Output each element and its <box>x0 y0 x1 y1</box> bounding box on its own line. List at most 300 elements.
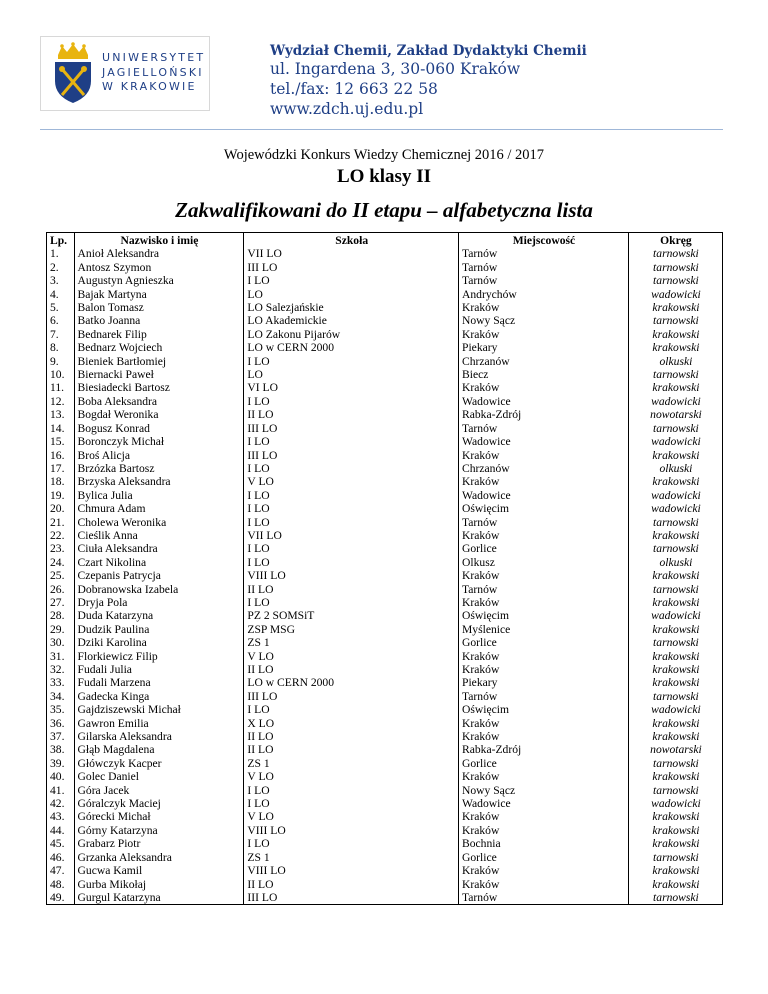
cell-lp: 37. <box>47 730 75 743</box>
cell-name: Górny Katarzyna <box>74 824 244 837</box>
cell-name: Gurba Mikołaj <box>74 878 244 891</box>
table-row <box>47 328 723 341</box>
table-row <box>47 569 723 582</box>
cell-name: Fudali Marzena <box>74 676 244 689</box>
cell-name: Gilarska Aleksandra <box>74 730 244 743</box>
cell-name: Grabarz Piotr <box>74 837 244 850</box>
header-divider <box>40 129 723 130</box>
logo-line-2: JAGIELLOŃSKI <box>102 65 204 79</box>
cell-name: Gadecka Kinga <box>74 690 244 703</box>
cell-lp: 6. <box>47 314 75 327</box>
cell-district: tarnowski <box>628 583 722 596</box>
cell-city: Kraków <box>459 864 629 877</box>
cell-district: krakowski <box>628 864 722 877</box>
address: ul. Ingardena 3, 30-060 Kraków <box>270 60 521 78</box>
cell-school: I LO <box>244 797 459 810</box>
cell-district: tarnowski <box>628 368 722 381</box>
cell-district: tarnowski <box>628 261 722 274</box>
table-row <box>47 301 723 314</box>
cell-school: ZS 1 <box>244 851 459 864</box>
contest-title: Wojewódzki Konkurs Wiedzy Chemicznej 2016 / 2017 <box>223 147 545 163</box>
cell-school: I LO <box>244 516 459 529</box>
cell-lp: 30. <box>47 636 75 649</box>
column-header-school: Szkoła <box>244 233 459 248</box>
table-row <box>47 717 723 730</box>
table-row <box>47 824 723 837</box>
cell-name: Bogusz Konrad <box>74 422 244 435</box>
cell-school: ZS 1 <box>244 757 459 770</box>
cell-name: Głąb Magdalena <box>74 743 244 756</box>
cell-name: Brzózka Bartosz <box>74 462 244 475</box>
cell-district: tarnowski <box>628 542 722 555</box>
table-row <box>47 878 723 891</box>
cell-city: Wadowice <box>459 797 629 810</box>
table-row <box>47 475 723 488</box>
cell-school: LO Akademickie <box>244 314 459 327</box>
cell-school: II LO <box>244 583 459 596</box>
cell-district: olkuski <box>628 556 722 569</box>
cell-city: Wadowice <box>459 435 629 448</box>
table-header-row <box>47 233 723 248</box>
cell-district: krakowski <box>628 837 722 850</box>
cell-name: Bednarek Filip <box>74 328 244 341</box>
logo-line-1: UNIWERSYTET <box>102 51 206 64</box>
cell-school: I LO <box>244 489 459 502</box>
cell-name: Bylica Julia <box>74 489 244 502</box>
cell-lp: 34. <box>47 690 75 703</box>
cell-city: Nowy Sącz <box>459 314 629 327</box>
table-row <box>47 757 723 770</box>
cell-city: Kraków <box>459 301 629 314</box>
table-row <box>47 314 723 327</box>
column-header-city: Miejscowość <box>459 233 629 248</box>
cell-school: LO Zakonu Pijarów <box>244 328 459 341</box>
cell-name: Górecki Michał <box>74 810 244 823</box>
cell-district: krakowski <box>628 623 722 636</box>
cell-city: Wadowice <box>459 489 629 502</box>
cell-name: Gajdziszewski Michał <box>74 703 244 716</box>
table-row <box>47 851 723 864</box>
table-row <box>47 690 723 703</box>
cell-district: krakowski <box>628 328 722 341</box>
class-title: LO klasy II <box>337 166 431 187</box>
department-name: Wydział Chemii, Zakład Dydaktyki Chemii <box>270 43 587 59</box>
table-row <box>47 502 723 515</box>
cell-school: LO w CERN 2000 <box>244 341 459 354</box>
cell-lp: 32. <box>47 663 75 676</box>
cell-name: Dobranowska Izabela <box>74 583 244 596</box>
cell-school: VII LO <box>244 247 459 260</box>
cell-lp: 14. <box>47 422 75 435</box>
cell-name: Boronczyk Michał <box>74 435 244 448</box>
table-row <box>47 489 723 502</box>
cell-school: I LO <box>244 837 459 850</box>
logo-line-3: W KRAKOWIE <box>102 80 197 93</box>
cell-city: Kraków <box>459 810 629 823</box>
cell-name: Augustyn Agnieszka <box>74 274 244 287</box>
cell-school: I LO <box>244 596 459 609</box>
qualified-students-table <box>46 232 723 905</box>
cell-name: Czart Nikolina <box>74 556 244 569</box>
cell-lp: 42. <box>47 797 75 810</box>
cell-school: I LO <box>244 274 459 287</box>
cell-school: VIII LO <box>244 824 459 837</box>
cell-school: LO w CERN 2000 <box>244 676 459 689</box>
table-row <box>47 247 723 260</box>
cell-city: Gorlice <box>459 636 629 649</box>
cell-district: tarnowski <box>628 516 722 529</box>
table-row <box>47 462 723 475</box>
cell-name: Dziki Karolina <box>74 636 244 649</box>
cell-city: Kraków <box>459 596 629 609</box>
table-row <box>47 395 723 408</box>
cell-district: krakowski <box>628 663 722 676</box>
cell-city: Olkusz <box>459 556 629 569</box>
cell-lp: 9. <box>47 355 75 368</box>
cell-district: krakowski <box>628 381 722 394</box>
cell-name: Bogdał Weronika <box>74 408 244 421</box>
cell-school: VII LO <box>244 529 459 542</box>
table-row <box>47 609 723 622</box>
cell-city: Kraków <box>459 730 629 743</box>
cell-city: Gorlice <box>459 851 629 864</box>
cell-city: Biecz <box>459 368 629 381</box>
cell-district: wadowicki <box>628 435 722 448</box>
cell-name: Chmura Adam <box>74 502 244 515</box>
table-row <box>47 435 723 448</box>
cell-city: Tarnów <box>459 261 629 274</box>
cell-city: Kraków <box>459 569 629 582</box>
cell-district: krakowski <box>628 770 722 783</box>
cell-city: Kraków <box>459 824 629 837</box>
cell-lp: 35. <box>47 703 75 716</box>
cell-city: Myślenice <box>459 623 629 636</box>
cell-district: tarnowski <box>628 247 722 260</box>
cell-lp: 18. <box>47 475 75 488</box>
cell-city: Kraków <box>459 529 629 542</box>
cell-name: Góra Jacek <box>74 784 244 797</box>
cell-school: I LO <box>244 395 459 408</box>
cell-name: Florkiewicz Filip <box>74 650 244 663</box>
cell-lp: 40. <box>47 770 75 783</box>
cell-school: I LO <box>244 502 459 515</box>
cell-lp: 7. <box>47 328 75 341</box>
cell-lp: 28. <box>47 609 75 622</box>
cell-district: nowotarski <box>628 408 722 421</box>
cell-name: Gawron Emilia <box>74 717 244 730</box>
cell-lp: 15. <box>47 435 75 448</box>
cell-city: Andrychów <box>459 288 629 301</box>
table-row <box>47 596 723 609</box>
cell-city: Chrzanów <box>459 355 629 368</box>
cell-district: tarnowski <box>628 636 722 649</box>
table-row <box>47 274 723 287</box>
cell-lp: 33. <box>47 676 75 689</box>
cell-city: Kraków <box>459 328 629 341</box>
table-row <box>47 636 723 649</box>
cell-school: ZSP MSG <box>244 623 459 636</box>
table-row <box>47 810 723 823</box>
cell-lp: 23. <box>47 542 75 555</box>
cell-name: Batko Joanna <box>74 314 244 327</box>
cell-city: Tarnów <box>459 583 629 596</box>
cell-city: Piekary <box>459 341 629 354</box>
cell-lp: 4. <box>47 288 75 301</box>
table-row <box>47 703 723 716</box>
cell-name: Broś Alicja <box>74 449 244 462</box>
cell-lp: 31. <box>47 650 75 663</box>
cell-school: III LO <box>244 422 459 435</box>
cell-district: wadowicki <box>628 489 722 502</box>
cell-school: II LO <box>244 743 459 756</box>
cell-district: wadowicki <box>628 609 722 622</box>
cell-city: Chrzanów <box>459 462 629 475</box>
cell-lp: 44. <box>47 824 75 837</box>
cell-name: Gucwa Kamil <box>74 864 244 877</box>
cell-city: Tarnów <box>459 422 629 435</box>
cell-city: Oświęcim <box>459 502 629 515</box>
cell-name: Dryja Pola <box>74 596 244 609</box>
cell-city: Kraków <box>459 878 629 891</box>
cell-name: Główczyk Kacper <box>74 757 244 770</box>
cell-school: I LO <box>244 355 459 368</box>
cell-city: Nowy Sącz <box>459 784 629 797</box>
cell-lp: 16. <box>47 449 75 462</box>
cell-city: Tarnów <box>459 247 629 260</box>
cell-school: V LO <box>244 650 459 663</box>
cell-school: I LO <box>244 784 459 797</box>
cell-lp: 8. <box>47 341 75 354</box>
cell-name: Antosz Szymon <box>74 261 244 274</box>
cell-city: Tarnów <box>459 891 629 905</box>
cell-lp: 19. <box>47 489 75 502</box>
cell-lp: 25. <box>47 569 75 582</box>
table-row <box>47 381 723 394</box>
cell-district: krakowski <box>628 650 722 663</box>
cell-lp: 24. <box>47 556 75 569</box>
cell-name: Czepanis Patrycja <box>74 569 244 582</box>
cell-district: krakowski <box>628 676 722 689</box>
table-body <box>47 247 723 904</box>
cell-school: LO <box>244 288 459 301</box>
cell-district: nowotarski <box>628 743 722 756</box>
website-link[interactable]: www.zdch.uj.edu.pl <box>270 100 424 118</box>
cell-school: III LO <box>244 261 459 274</box>
table-row <box>47 422 723 435</box>
cell-city: Gorlice <box>459 542 629 555</box>
cell-name: Biernacki Paweł <box>74 368 244 381</box>
cell-name: Biesiadecki Bartosz <box>74 381 244 394</box>
cell-name: Cholewa Weronika <box>74 516 244 529</box>
cell-city: Kraków <box>459 717 629 730</box>
cell-name: Golec Daniel <box>74 770 244 783</box>
table-row <box>47 341 723 354</box>
cell-name: Brzyska Aleksandra <box>74 475 244 488</box>
cell-lp: 2. <box>47 261 75 274</box>
table-row <box>47 730 723 743</box>
cell-lp: 17. <box>47 462 75 475</box>
cell-district: tarnowski <box>628 314 722 327</box>
cell-district: krakowski <box>628 824 722 837</box>
cell-lp: 1. <box>47 247 75 260</box>
cell-school: I LO <box>244 703 459 716</box>
cell-school: V LO <box>244 770 459 783</box>
cell-district: tarnowski <box>628 274 722 287</box>
cell-district: krakowski <box>628 475 722 488</box>
cell-name: Balon Tomasz <box>74 301 244 314</box>
cell-city: Tarnów <box>459 690 629 703</box>
cell-city: Gorlice <box>459 757 629 770</box>
cell-lp: 21. <box>47 516 75 529</box>
cell-lp: 47. <box>47 864 75 877</box>
cell-name: Bednarz Wojciech <box>74 341 244 354</box>
cell-district: olkuski <box>628 462 722 475</box>
cell-name: Grzanka Aleksandra <box>74 851 244 864</box>
cell-district: krakowski <box>628 717 722 730</box>
cell-name: Gurgul Katarzyna <box>74 891 244 905</box>
cell-lp: 39. <box>47 757 75 770</box>
cell-school: ZS 1 <box>244 636 459 649</box>
table-row <box>47 368 723 381</box>
cell-city: Kraków <box>459 475 629 488</box>
cell-district: wadowicki <box>628 703 722 716</box>
cell-district: tarnowski <box>628 690 722 703</box>
table-row <box>47 408 723 421</box>
cell-lp: 49. <box>47 891 75 905</box>
cell-district: krakowski <box>628 878 722 891</box>
cell-lp: 12. <box>47 395 75 408</box>
cell-school: III LO <box>244 449 459 462</box>
cell-district: wadowicki <box>628 288 722 301</box>
cell-lp: 46. <box>47 851 75 864</box>
cell-district: tarnowski <box>628 422 722 435</box>
cell-lp: 11. <box>47 381 75 394</box>
table-row <box>47 355 723 368</box>
list-subtitle: Zakwalifikowani do II etapu – alfabetyczna lista <box>175 198 593 222</box>
cell-school: V LO <box>244 475 459 488</box>
university-crest-icon <box>47 41 99 105</box>
cell-city: Piekary <box>459 676 629 689</box>
cell-district: tarnowski <box>628 784 722 797</box>
table-row <box>47 529 723 542</box>
cell-district: krakowski <box>628 730 722 743</box>
table-row <box>47 556 723 569</box>
table-row <box>47 797 723 810</box>
cell-district: krakowski <box>628 449 722 462</box>
cell-lp: 41. <box>47 784 75 797</box>
cell-city: Tarnów <box>459 516 629 529</box>
cell-lp: 20. <box>47 502 75 515</box>
cell-school: VIII LO <box>244 569 459 582</box>
cell-lp: 45. <box>47 837 75 850</box>
cell-lp: 27. <box>47 596 75 609</box>
cell-school: VI LO <box>244 381 459 394</box>
cell-district: tarnowski <box>628 891 722 905</box>
cell-school: II LO <box>244 878 459 891</box>
cell-city: Kraków <box>459 770 629 783</box>
cell-city: Kraków <box>459 381 629 394</box>
cell-lp: 13. <box>47 408 75 421</box>
cell-city: Tarnów <box>459 274 629 287</box>
cell-school: LO <box>244 368 459 381</box>
cell-lp: 36. <box>47 717 75 730</box>
table-row <box>47 864 723 877</box>
university-logo <box>40 36 210 111</box>
cell-district: olkuski <box>628 355 722 368</box>
table-row <box>47 650 723 663</box>
table-row <box>47 770 723 783</box>
logo-wordmark <box>102 51 205 95</box>
cell-district: krakowski <box>628 596 722 609</box>
cell-lp: 26. <box>47 583 75 596</box>
cell-name: Ciuła Aleksandra <box>74 542 244 555</box>
cell-school: II LO <box>244 663 459 676</box>
table-row <box>47 583 723 596</box>
cell-district: tarnowski <box>628 757 722 770</box>
cell-name: Anioł Aleksandra <box>74 247 244 260</box>
cell-lp: 22. <box>47 529 75 542</box>
table-row <box>47 623 723 636</box>
cell-city: Oświęcim <box>459 609 629 622</box>
cell-city: Wadowice <box>459 395 629 408</box>
table-row <box>47 288 723 301</box>
cell-school: III LO <box>244 690 459 703</box>
cell-school: LO Salezjańskie <box>244 301 459 314</box>
cell-district: wadowicki <box>628 502 722 515</box>
cell-school: I LO <box>244 462 459 475</box>
cell-school: I LO <box>244 542 459 555</box>
cell-district: krakowski <box>628 569 722 582</box>
cell-district: krakowski <box>628 341 722 354</box>
cell-city: Rabka-Zdrój <box>459 743 629 756</box>
cell-school: III LO <box>244 891 459 905</box>
table-row <box>47 663 723 676</box>
cell-name: Duda Katarzyna <box>74 609 244 622</box>
cell-name: Boba Aleksandra <box>74 395 244 408</box>
cell-lp: 5. <box>47 301 75 314</box>
table-row <box>47 449 723 462</box>
column-header-district: Okręg <box>628 233 722 248</box>
cell-lp: 29. <box>47 623 75 636</box>
cell-lp: 10. <box>47 368 75 381</box>
cell-name: Bajak Martyna <box>74 288 244 301</box>
table-row <box>47 784 723 797</box>
table-row <box>47 261 723 274</box>
cell-city: Rabka-Zdrój <box>459 408 629 421</box>
cell-city: Kraków <box>459 449 629 462</box>
cell-school: VIII LO <box>244 864 459 877</box>
cell-school: I LO <box>244 435 459 448</box>
cell-city: Kraków <box>459 663 629 676</box>
table-row <box>47 891 723 905</box>
column-header-name: Nazwisko i imię <box>74 233 244 248</box>
cell-school: PZ 2 SOMSiT <box>244 609 459 622</box>
table-row <box>47 743 723 756</box>
table-row <box>47 542 723 555</box>
cell-city: Kraków <box>459 650 629 663</box>
cell-district: tarnowski <box>628 851 722 864</box>
cell-lp: 43. <box>47 810 75 823</box>
cell-city: Bochnia <box>459 837 629 850</box>
cell-name: Cieślik Anna <box>74 529 244 542</box>
table-row <box>47 837 723 850</box>
cell-district: krakowski <box>628 529 722 542</box>
cell-lp: 48. <box>47 878 75 891</box>
cell-school: X LO <box>244 717 459 730</box>
cell-lp: 38. <box>47 743 75 756</box>
cell-school: II LO <box>244 408 459 421</box>
cell-school: II LO <box>244 730 459 743</box>
